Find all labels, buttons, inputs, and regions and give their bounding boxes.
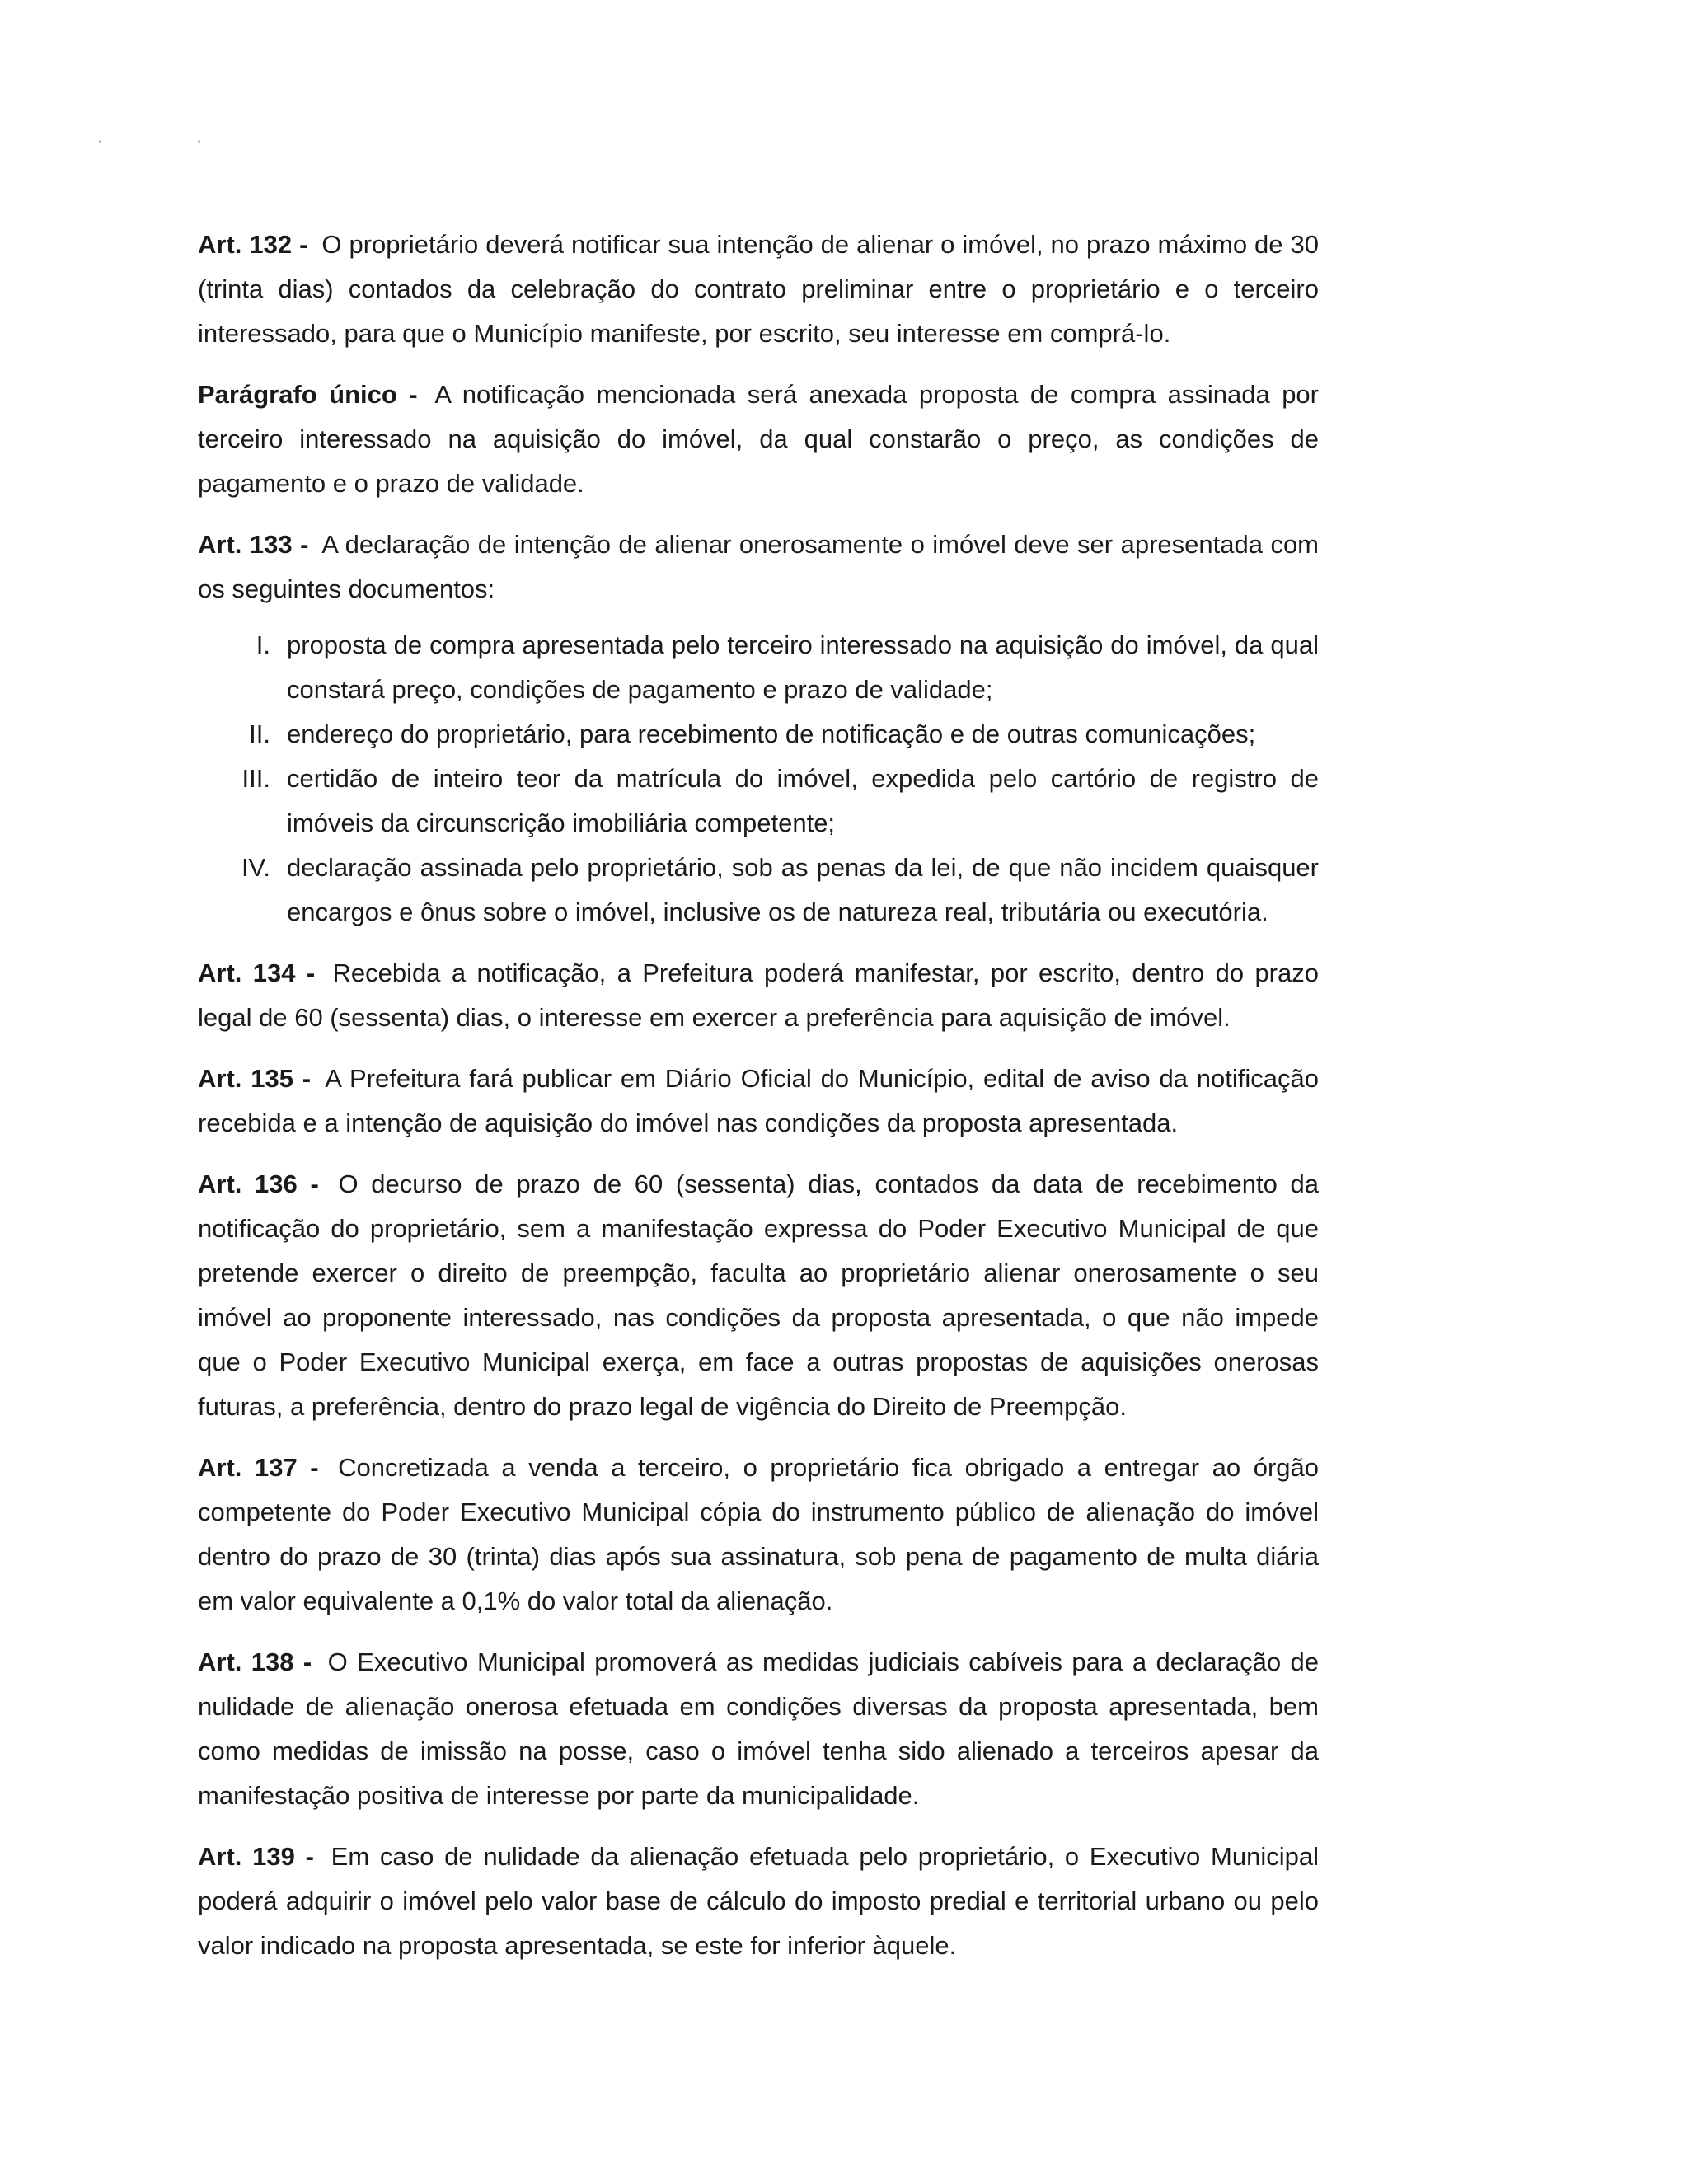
article-text: A declaração de intenção de alienar onerosamente o imóvel deve ser apresentada com os seguintes documentos: <box>198 530 1320 603</box>
scan-speck <box>99 140 101 143</box>
article-text: A Prefeitura fará publicar em Diário Oficial do Município, edital de aviso da notificação recebida e a intenção de aquisição do imóvel nas condições da proposta apresentada. <box>198 1064 1319 1137</box>
article-138 <box>198 1640 1319 1818</box>
article-134 <box>198 951 1319 1040</box>
article-label: Art. 136 - <box>198 1169 319 1198</box>
document-list <box>198 623 1319 935</box>
article-text: A notificação mencionada será anexada proposta de compra assinada por terceiro interessado na aquisição do imóvel, da qual constarão o preço, as condições de pagamento e o prazo de validade. <box>198 380 1319 498</box>
article-label: Art. 135 - <box>198 1064 312 1093</box>
article-label: Art. 139 - <box>198 1842 314 1871</box>
list-item-text: declaração assinada pelo proprietário, sob as penas da lei, de que não incidem quaisquer encargos e ônus sobre o imóvel, inclusive os de natureza real, tributária ou executória. <box>287 853 1319 926</box>
list-item <box>198 757 1319 846</box>
article-text: Em caso de nulidade da alienação efetuada pelo proprietário, o Executivo Municipal poderá adquirir o imóvel pelo valor base de cálculo do imposto predial e territorial urbano ou pelo valor indicado na proposta apresentada, se este for inferior àquele. <box>198 1842 1319 1960</box>
list-item-text: proposta de compra apresentada pelo terceiro interessado na aquisição do imóvel, da qual constará preço, condições de pagamento e prazo de validade; <box>287 630 1319 704</box>
list-numeral: IV. <box>241 853 270 882</box>
list-item-text: endereço do proprietário, para recebimento de notificação e de outras comunicações; <box>287 719 1256 748</box>
article-135 <box>198 1057 1319 1146</box>
list-item-text: certidão de inteiro teor da matrícula do imóvel, expedida pelo cartório de registro de imóveis da circunscrição imobiliária competente; <box>287 764 1319 837</box>
article-label: Art. 134 - <box>198 958 316 987</box>
article-137 <box>198 1446 1319 1624</box>
article-label: Art. 138 - <box>198 1647 312 1676</box>
article-label: Art. 132 - <box>198 230 308 259</box>
list-numeral: II. <box>249 719 270 748</box>
article-text: Recebida a notificação, a Prefeitura poderá manifestar, por escrito, dentro do prazo legal de 60 (sessenta) dias, o interesse em exercer a preferência para aquisição de imóvel. <box>198 958 1319 1032</box>
article-133 <box>198 523 1319 612</box>
article-139 <box>198 1835 1319 1968</box>
list-numeral: I. <box>256 630 270 659</box>
article-text: Concretizada a venda a terceiro, o proprietário fica obrigado a entregar ao órgão competente do Poder Executivo Municipal cópia do instrumento público de alienação do imóvel dentro do prazo de 30 (trinta) dias após sua assinatura, sob pena de pagamento de multa diária em valor equivalente a 0,1% do valor total da alienação. <box>198 1453 1319 1615</box>
document-body <box>198 223 1319 1985</box>
article-132 <box>198 223 1319 356</box>
list-item <box>198 623 1319 712</box>
article-label: Art. 133 - <box>198 530 309 559</box>
article-label: Art. 137 - <box>198 1453 319 1482</box>
list-item <box>198 712 1319 757</box>
article-136 <box>198 1162 1319 1429</box>
scan-speck <box>198 140 200 143</box>
paragrafo-unico <box>198 373 1319 506</box>
article-label: Parágrafo único - <box>198 380 418 409</box>
article-text: O decurso de prazo de 60 (sessenta) dias, contados da data de recebimento da notificação do proprietário, sem a manifestação expressa do Poder Executivo Municipal de que pretende exercer o direito de preempção, faculta ao proprietário alienar onerosamente o seu imóvel ao proponente interessado, nas condições da proposta apresentada, o que não impede que o Poder Executivo Municipal exerça, em face a outras propostas de aquisições onerosas futuras, a preferência, dentro do prazo legal de vigência do Direito de Preempção. <box>198 1169 1319 1421</box>
article-text: O proprietário deverá notificar sua intenção de alienar o imóvel, no prazo máximo de 30 (trinta dias) contados da celebração do contrato preliminar entre o proprietário e o terceiro interessado, para que o Município manifeste, por escrito, seu interesse em comprá-lo. <box>198 230 1319 348</box>
list-item <box>198 846 1319 935</box>
list-numeral: III. <box>241 764 270 793</box>
article-text: O Executivo Municipal promoverá as medidas judiciais cabíveis para a declaração de nulidade de alienação onerosa efetuada em condições diversas da proposta apresentada, bem como medidas de imissão na posse, caso o imóvel tenha sido alienado a terceiros apesar da manifestação positiva de interesse por parte da municipalidade. <box>198 1647 1319 1810</box>
